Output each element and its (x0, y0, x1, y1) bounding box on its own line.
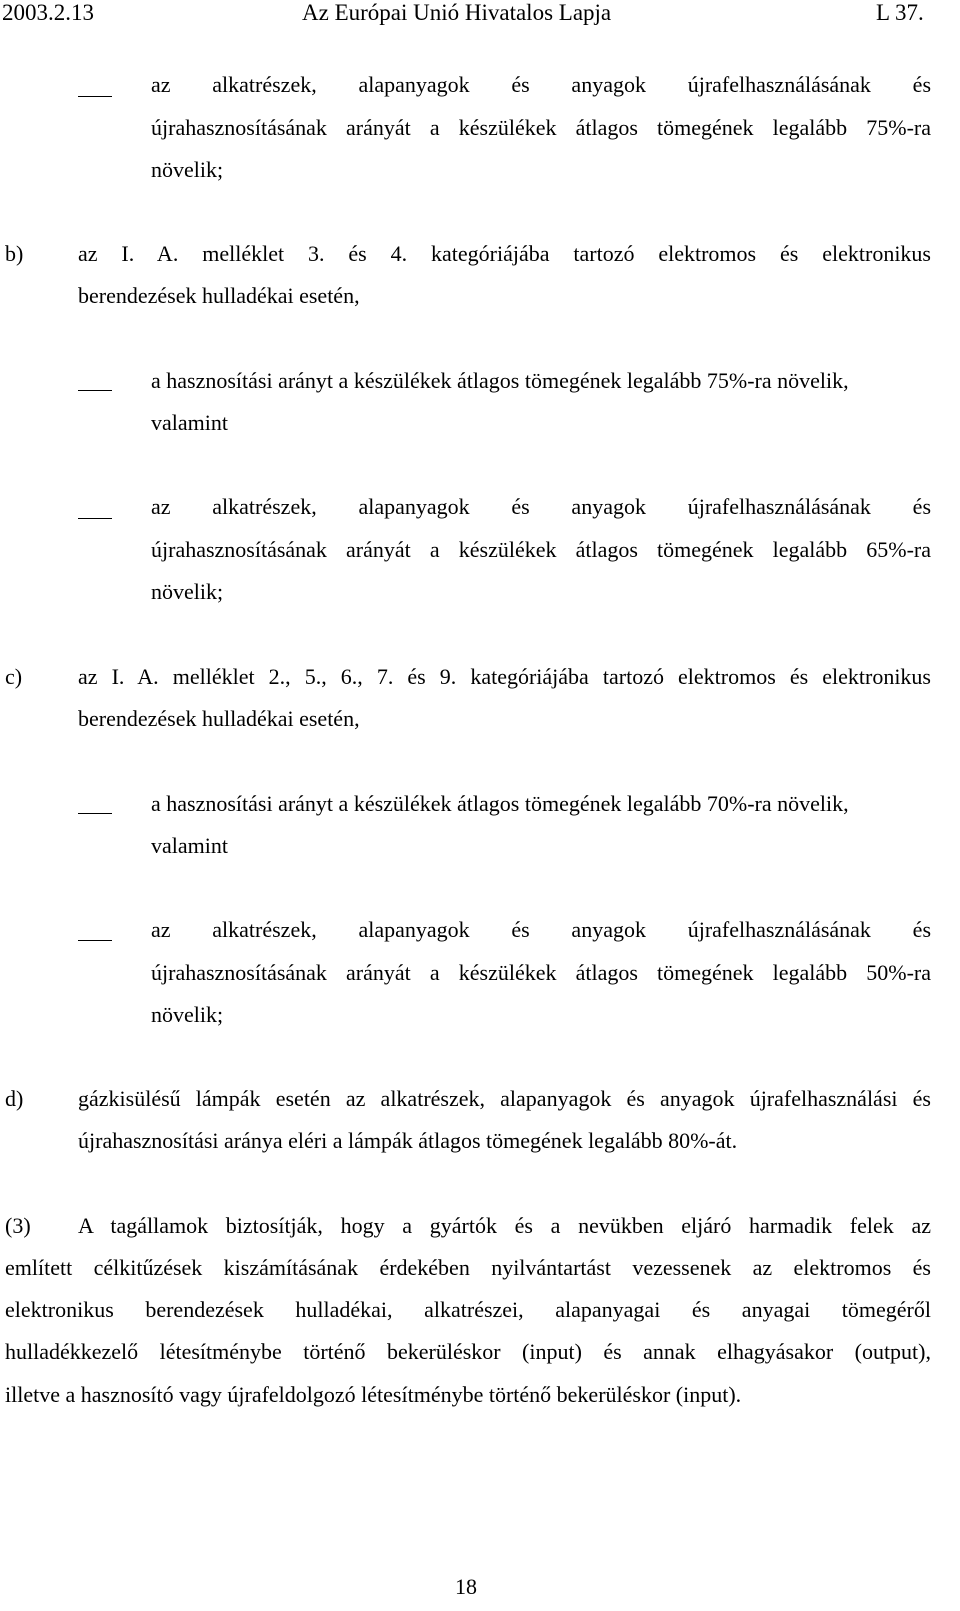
paragraph-line: újrahasznosításának arányát a készülékek átlagos tömegének legalább 75%-ra (151, 115, 931, 140)
paragraph-line: az I. A. melléklet 2., 5., 6., 7. és 9. kategóriájába tartozó elektromos és elektronikus (78, 664, 931, 689)
paragraph-line: A tagállamok biztosítják, hogy a gyártók és a nevükben eljáró harmadik felek az (78, 1213, 931, 1238)
page-number: 18 (455, 1574, 477, 1599)
dash-marker (78, 390, 112, 391)
dash-marker (78, 940, 112, 941)
paragraph-line: az I. A. melléklet 3. és 4. kategóriájába tartozó elektromos és elektronikus (78, 241, 931, 266)
paragraph-label-3: (3) (5, 1213, 31, 1238)
paragraph-line: az alkatrészek, alapanyagok és anyagok újrafelhasználásának és (151, 72, 931, 97)
paragraph-line: újrahasznosításának arányát a készülékek átlagos tömegének legalább 50%-ra (151, 960, 931, 985)
paragraph-line: a hasznosítási arányt a készülékek átlagos tömegének legalább 70%-ra növelik, (151, 791, 849, 816)
paragraph-line: említett célkitűzések kiszámításának érdekében nyilvántartást vezessenek az elektromos és (5, 1255, 931, 1280)
paragraph-line: növelik; (151, 579, 224, 604)
dash-marker (78, 518, 112, 519)
item-label-b: b) (5, 241, 24, 266)
item-label-c: c) (5, 664, 23, 689)
header-page-ref: L 37. (876, 0, 924, 25)
paragraph-line: gázkisülésű lámpák esetén az alkatrészek, alapanyagok és anyagok újrafelhasználási és (78, 1086, 931, 1111)
paragraph-line: az alkatrészek, alapanyagok és anyagok újrafelhasználásának és (151, 494, 931, 519)
paragraph-line: valamint (151, 833, 228, 858)
paragraph-line: az alkatrészek, alapanyagok és anyagok újrafelhasználásának és (151, 917, 931, 942)
item-label-d: d) (5, 1086, 24, 1111)
paragraph-line: hulladékkezelő létesítménybe történő bekerüléskor (input) és annak elhagyásakor (output), (5, 1339, 931, 1364)
paragraph-line: újrahasznosításának arányát a készülékek átlagos tömegének legalább 65%-ra (151, 537, 931, 562)
dash-marker (78, 96, 112, 97)
header-journal-title: Az Európai Unió Hivatalos Lapja (302, 0, 612, 25)
paragraph-line: újrahasznosítási aránya eléri a lámpák átlagos tömegének legalább 80%-át. (78, 1128, 738, 1153)
paragraph-line: növelik; (151, 157, 224, 182)
paragraph-line: berendezések hulladékai esetén, (78, 706, 360, 731)
paragraph-line: berendezések hulladékai esetén, (78, 283, 360, 308)
dash-marker (78, 813, 112, 814)
header-date: 2003.2.13 (2, 0, 94, 25)
paragraph-line: növelik; (151, 1002, 224, 1027)
paragraph-line: elektronikus berendezések hulladékai, alkatrészei, alapanyagai és anyagai tömegéről (5, 1297, 931, 1322)
paragraph-line: a hasznosítási arányt a készülékek átlagos tömegének legalább 75%-ra növelik, (151, 368, 849, 393)
paragraph-line: illetve a hasznosító vagy újrafeldolgozó létesítménybe történő bekerüléskor (input). (5, 1382, 742, 1407)
paragraph-line: valamint (151, 410, 228, 435)
